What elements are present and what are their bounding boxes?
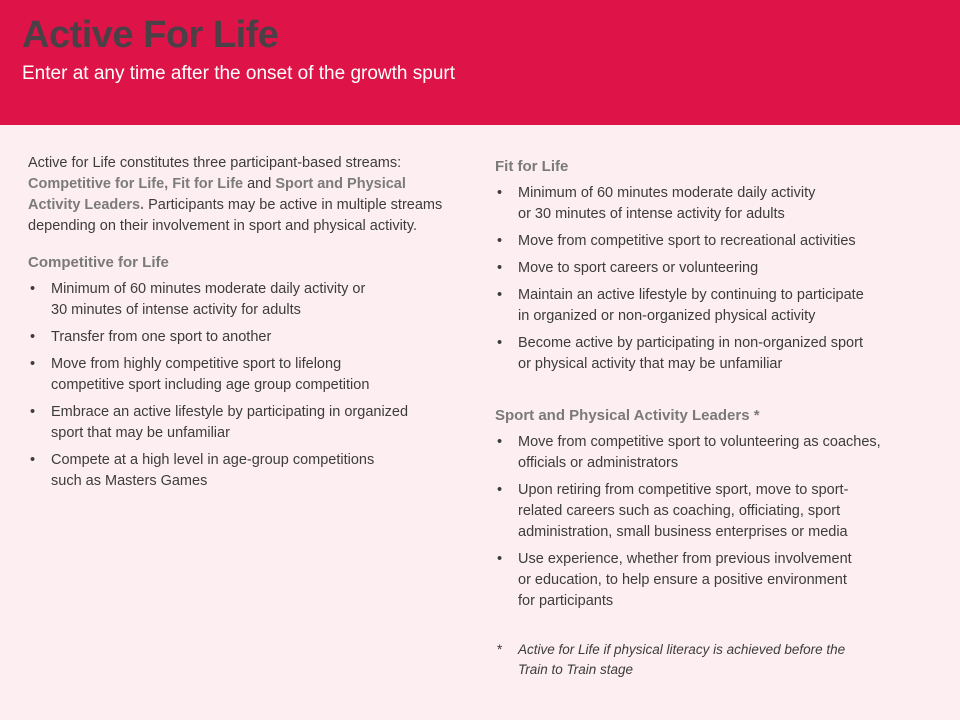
footnote: * Active for Life if physical literacy is achieved before the Train to Train stage xyxy=(497,642,846,677)
fit-list xyxy=(495,183,925,375)
leaders-heading: Sport and Physical Activity Leaders * xyxy=(495,407,760,424)
list-item: • Move from competitive sport to volunteering as coaches, officials or administrators xyxy=(497,434,881,471)
list-item: • Embrace an active lifestyle by participating in organized sport that may be unfamiliar xyxy=(30,404,409,441)
header-banner xyxy=(0,0,960,125)
list-item: • Minimum of 60 minutes moderate daily activity or 30 minutes of intense activity for adults xyxy=(30,281,366,318)
list-item: • Move from competitive sport to recreational activities xyxy=(497,233,856,249)
page-title: Active For Life xyxy=(22,14,279,56)
list-item: • Transfer from one sport to another xyxy=(30,329,272,345)
leaders-list xyxy=(495,432,925,612)
list-item: • Compete at a high level in age-group competitions such as Masters Games xyxy=(30,452,375,489)
list-item: • Use experience, whether from previous involvement or education, to help ensure a positive environment for participants xyxy=(497,551,852,609)
list-item: • Move to sport careers or volunteering xyxy=(497,260,759,276)
intro-paragraph: Active for Life constitutes three participant-based streams: Competitive for Life, Fit for Life and Sport and Physical Activity Leaders. Participants may be active in multiple streams depending on their involvement in sport and physical activity. xyxy=(28,155,443,234)
fit-heading: Fit for Life xyxy=(495,158,569,175)
competitive-heading: Competitive for Life xyxy=(28,254,169,271)
list-item: • Upon retiring from competitive sport, move to sport- related careers such as coaching, officiating, sport administration, small business enterprises or media xyxy=(497,482,849,540)
list-item: • Move from highly competitive sport to lifelong competitive sport including age group competition xyxy=(30,356,370,393)
list-item: • Maintain an active lifestyle by continuing to participate in organized or non-organized physical activity xyxy=(497,287,864,324)
list-item: • Become active by participating in non-organized sport or physical activity that may be unfamiliar xyxy=(497,335,863,372)
list-item: • Minimum of 60 minutes moderate daily activity or 30 minutes of intense activity for adults xyxy=(497,185,816,222)
competitive-list xyxy=(28,279,458,492)
page-subtitle: Enter at any time after the onset of the growth spurt xyxy=(22,63,456,84)
right-column xyxy=(495,156,925,680)
left-column xyxy=(28,153,458,498)
